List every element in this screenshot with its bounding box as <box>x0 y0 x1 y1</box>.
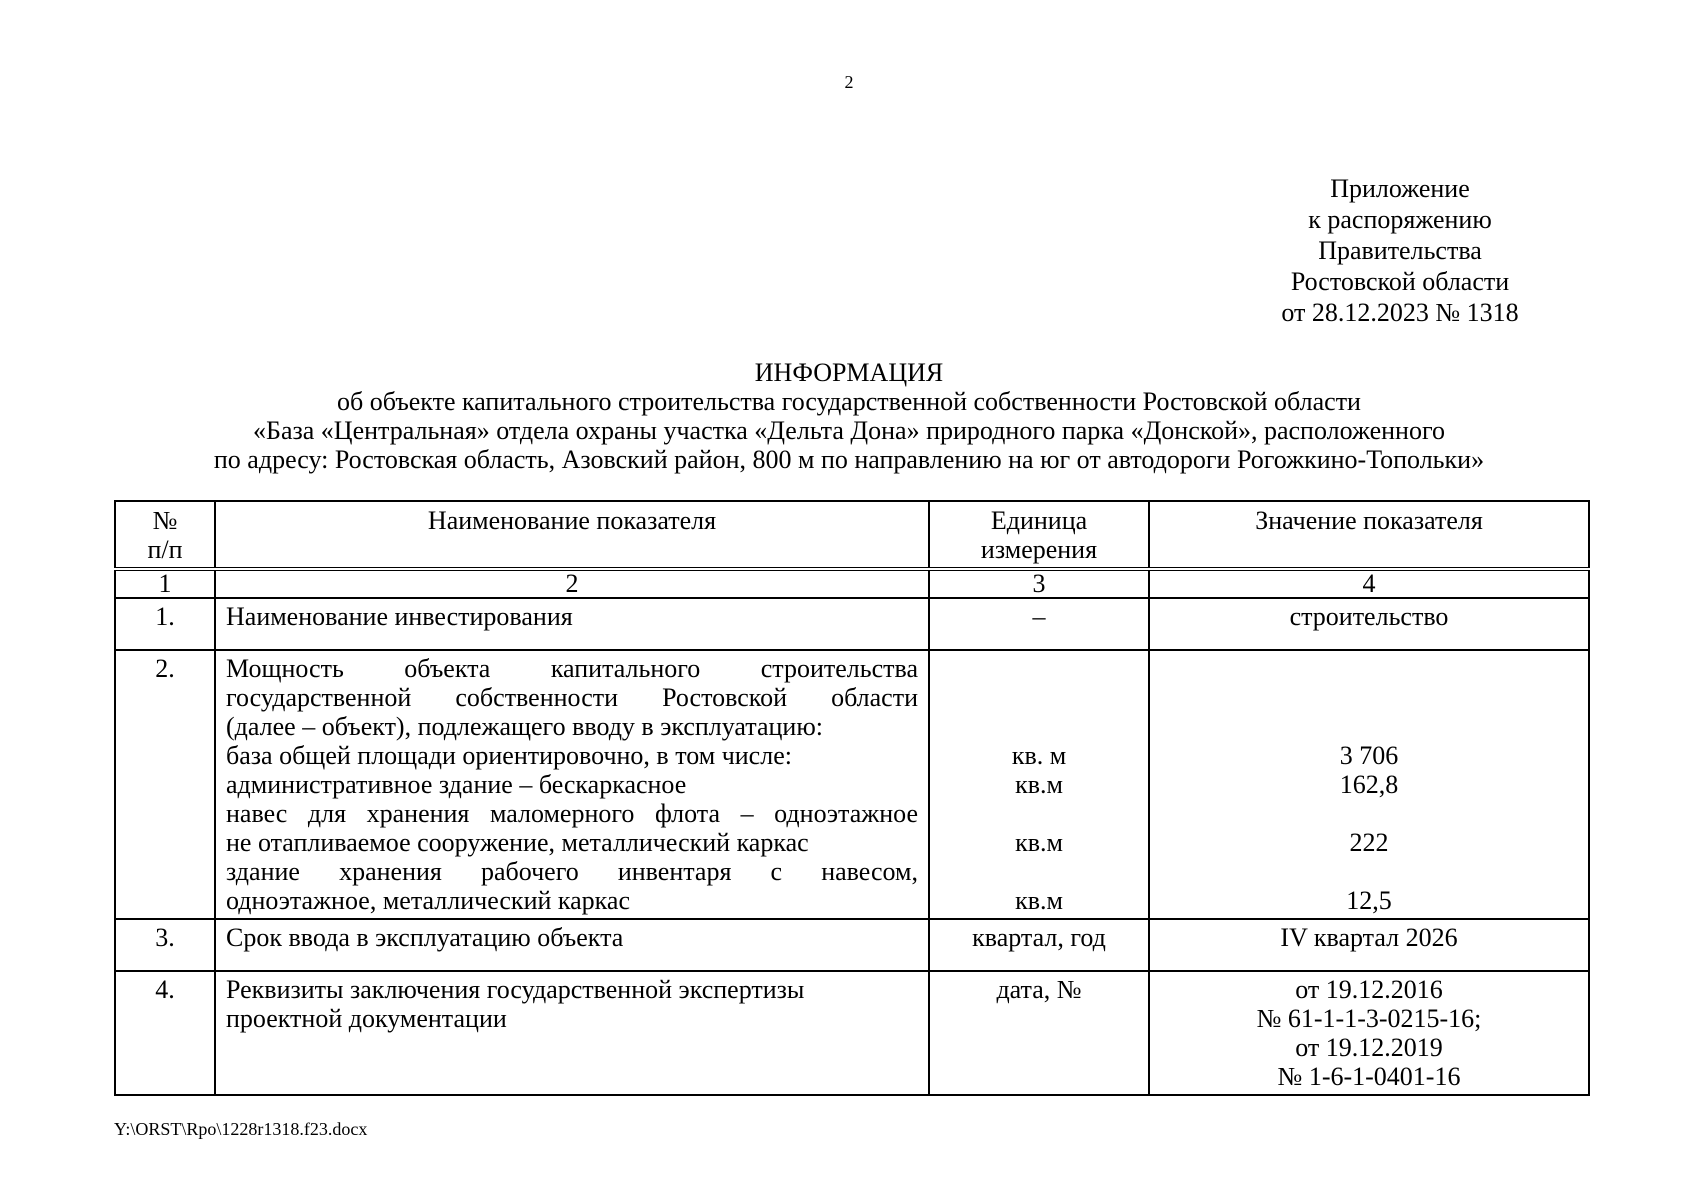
row-unit: – <box>929 598 1149 650</box>
row-value: строительство <box>1149 598 1589 650</box>
table-row <box>115 598 1589 650</box>
header-num-line: № <box>152 506 178 535</box>
table-row <box>115 919 1589 971</box>
row-value <box>1149 971 1589 1095</box>
header-num-line: п/п <box>147 535 183 564</box>
row-value-line: 162,8 <box>1339 770 1399 799</box>
title-line: об объекте капитального строительства государственной собственности Ростовской области <box>337 387 1361 416</box>
appendix-line: от 28.12.2023 № 1318 <box>1281 298 1519 327</box>
appendix-line: к распоряжению <box>1308 205 1492 234</box>
row-value-line: 3 706 <box>1339 741 1399 770</box>
row-name-line: (далее – объект), подлежащего вводу в эксплуатацию: <box>226 712 823 741</box>
appendix-block <box>1200 173 1600 328</box>
row-value-line: № 61-1-1-3-0215-16; <box>1256 1004 1482 1033</box>
file-path-footer: Y:\ORST\Rpo\1228r1318.f23.docx <box>114 1119 368 1139</box>
column-number: 3 <box>929 569 1149 598</box>
page-number: 2 <box>844 72 854 92</box>
row-name-line: административное здание – бескаркасное <box>226 770 687 799</box>
row-value-line: 12,5 <box>1346 886 1392 915</box>
row-unit-line: кв.м <box>1015 770 1063 799</box>
row-name <box>215 650 929 919</box>
row-value: IV квартал 2026 <box>1149 919 1589 971</box>
row-name-line: здание хранения рабочего инвентаря с навесом, <box>226 857 918 886</box>
appendix-line: Правительства <box>1318 236 1482 265</box>
row-name-line: не отапливаемое сооружение, металлический каркас <box>226 828 809 857</box>
header-value: Значение показателя <box>1149 501 1589 569</box>
row-num: 2. <box>115 650 215 919</box>
row-name: Наименование инвестирования <box>215 598 929 650</box>
indicators-table <box>114 500 1590 1096</box>
row-name <box>215 971 929 1095</box>
row-name-line: база общей площади ориентировочно, в том числе: <box>226 741 792 770</box>
row-unit: дата, № <box>929 971 1149 1095</box>
row-unit <box>929 650 1149 919</box>
appendix-line: Приложение <box>1330 174 1470 203</box>
row-name-line: Реквизиты заключения государственной экспертизы <box>226 975 805 1004</box>
title-line: по адресу: Ростовская область, Азовский район, 800 м по направлению на юг от автодороги Рогожкино-Топольки» <box>213 445 1485 474</box>
row-value-line: 222 <box>1349 828 1389 857</box>
table-row <box>115 971 1589 1095</box>
table-row <box>115 650 1589 919</box>
row-value-line: от 19.12.2016 <box>1295 975 1443 1004</box>
row-value-line: № 1-6-1-0401-16 <box>1277 1062 1461 1091</box>
row-name-line: навес для хранения маломерного флота – одноэтажное <box>226 799 918 828</box>
row-unit: квартал, год <box>929 919 1149 971</box>
row-num: 3. <box>115 919 215 971</box>
row-name-line: государственной собственности Ростовской области <box>226 683 918 712</box>
header-unit <box>929 501 1149 569</box>
appendix-line: Ростовской области <box>1290 267 1510 296</box>
table-header-row <box>115 501 1589 569</box>
row-unit-line: кв.м <box>1015 828 1063 857</box>
column-number: 4 <box>1149 569 1589 598</box>
title-line: «База «Центральная» отдела охраны участка «Дельта Дона» природного парка «Донской», расположенного <box>253 416 1445 445</box>
row-value <box>1149 650 1589 919</box>
row-value-line: от 19.12.2019 <box>1295 1033 1443 1062</box>
row-name: Срок ввода в эксплуатацию объекта <box>215 919 929 971</box>
header-name: Наименование показателя <box>215 501 929 569</box>
row-num: 4. <box>115 971 215 1095</box>
row-name-line: Мощность объекта капитального строительства <box>226 654 918 683</box>
row-unit-line: кв.м <box>1015 886 1063 915</box>
header-num <box>115 501 215 569</box>
document-title: ИНФОРМАЦИЯ <box>754 358 944 387</box>
header-unit-line: Единица <box>990 506 1088 535</box>
document-title-block <box>80 358 1618 474</box>
row-name-line: одноэтажное, металлический каркас <box>226 886 630 915</box>
column-number: 1 <box>115 569 215 598</box>
row-num: 1. <box>115 598 215 650</box>
row-name-line: проектной документации <box>226 1004 507 1033</box>
row-unit-line: кв. м <box>1011 741 1067 770</box>
column-number: 2 <box>215 569 929 598</box>
header-unit-line: измерения <box>980 535 1098 564</box>
column-numbers-row <box>115 569 1589 598</box>
